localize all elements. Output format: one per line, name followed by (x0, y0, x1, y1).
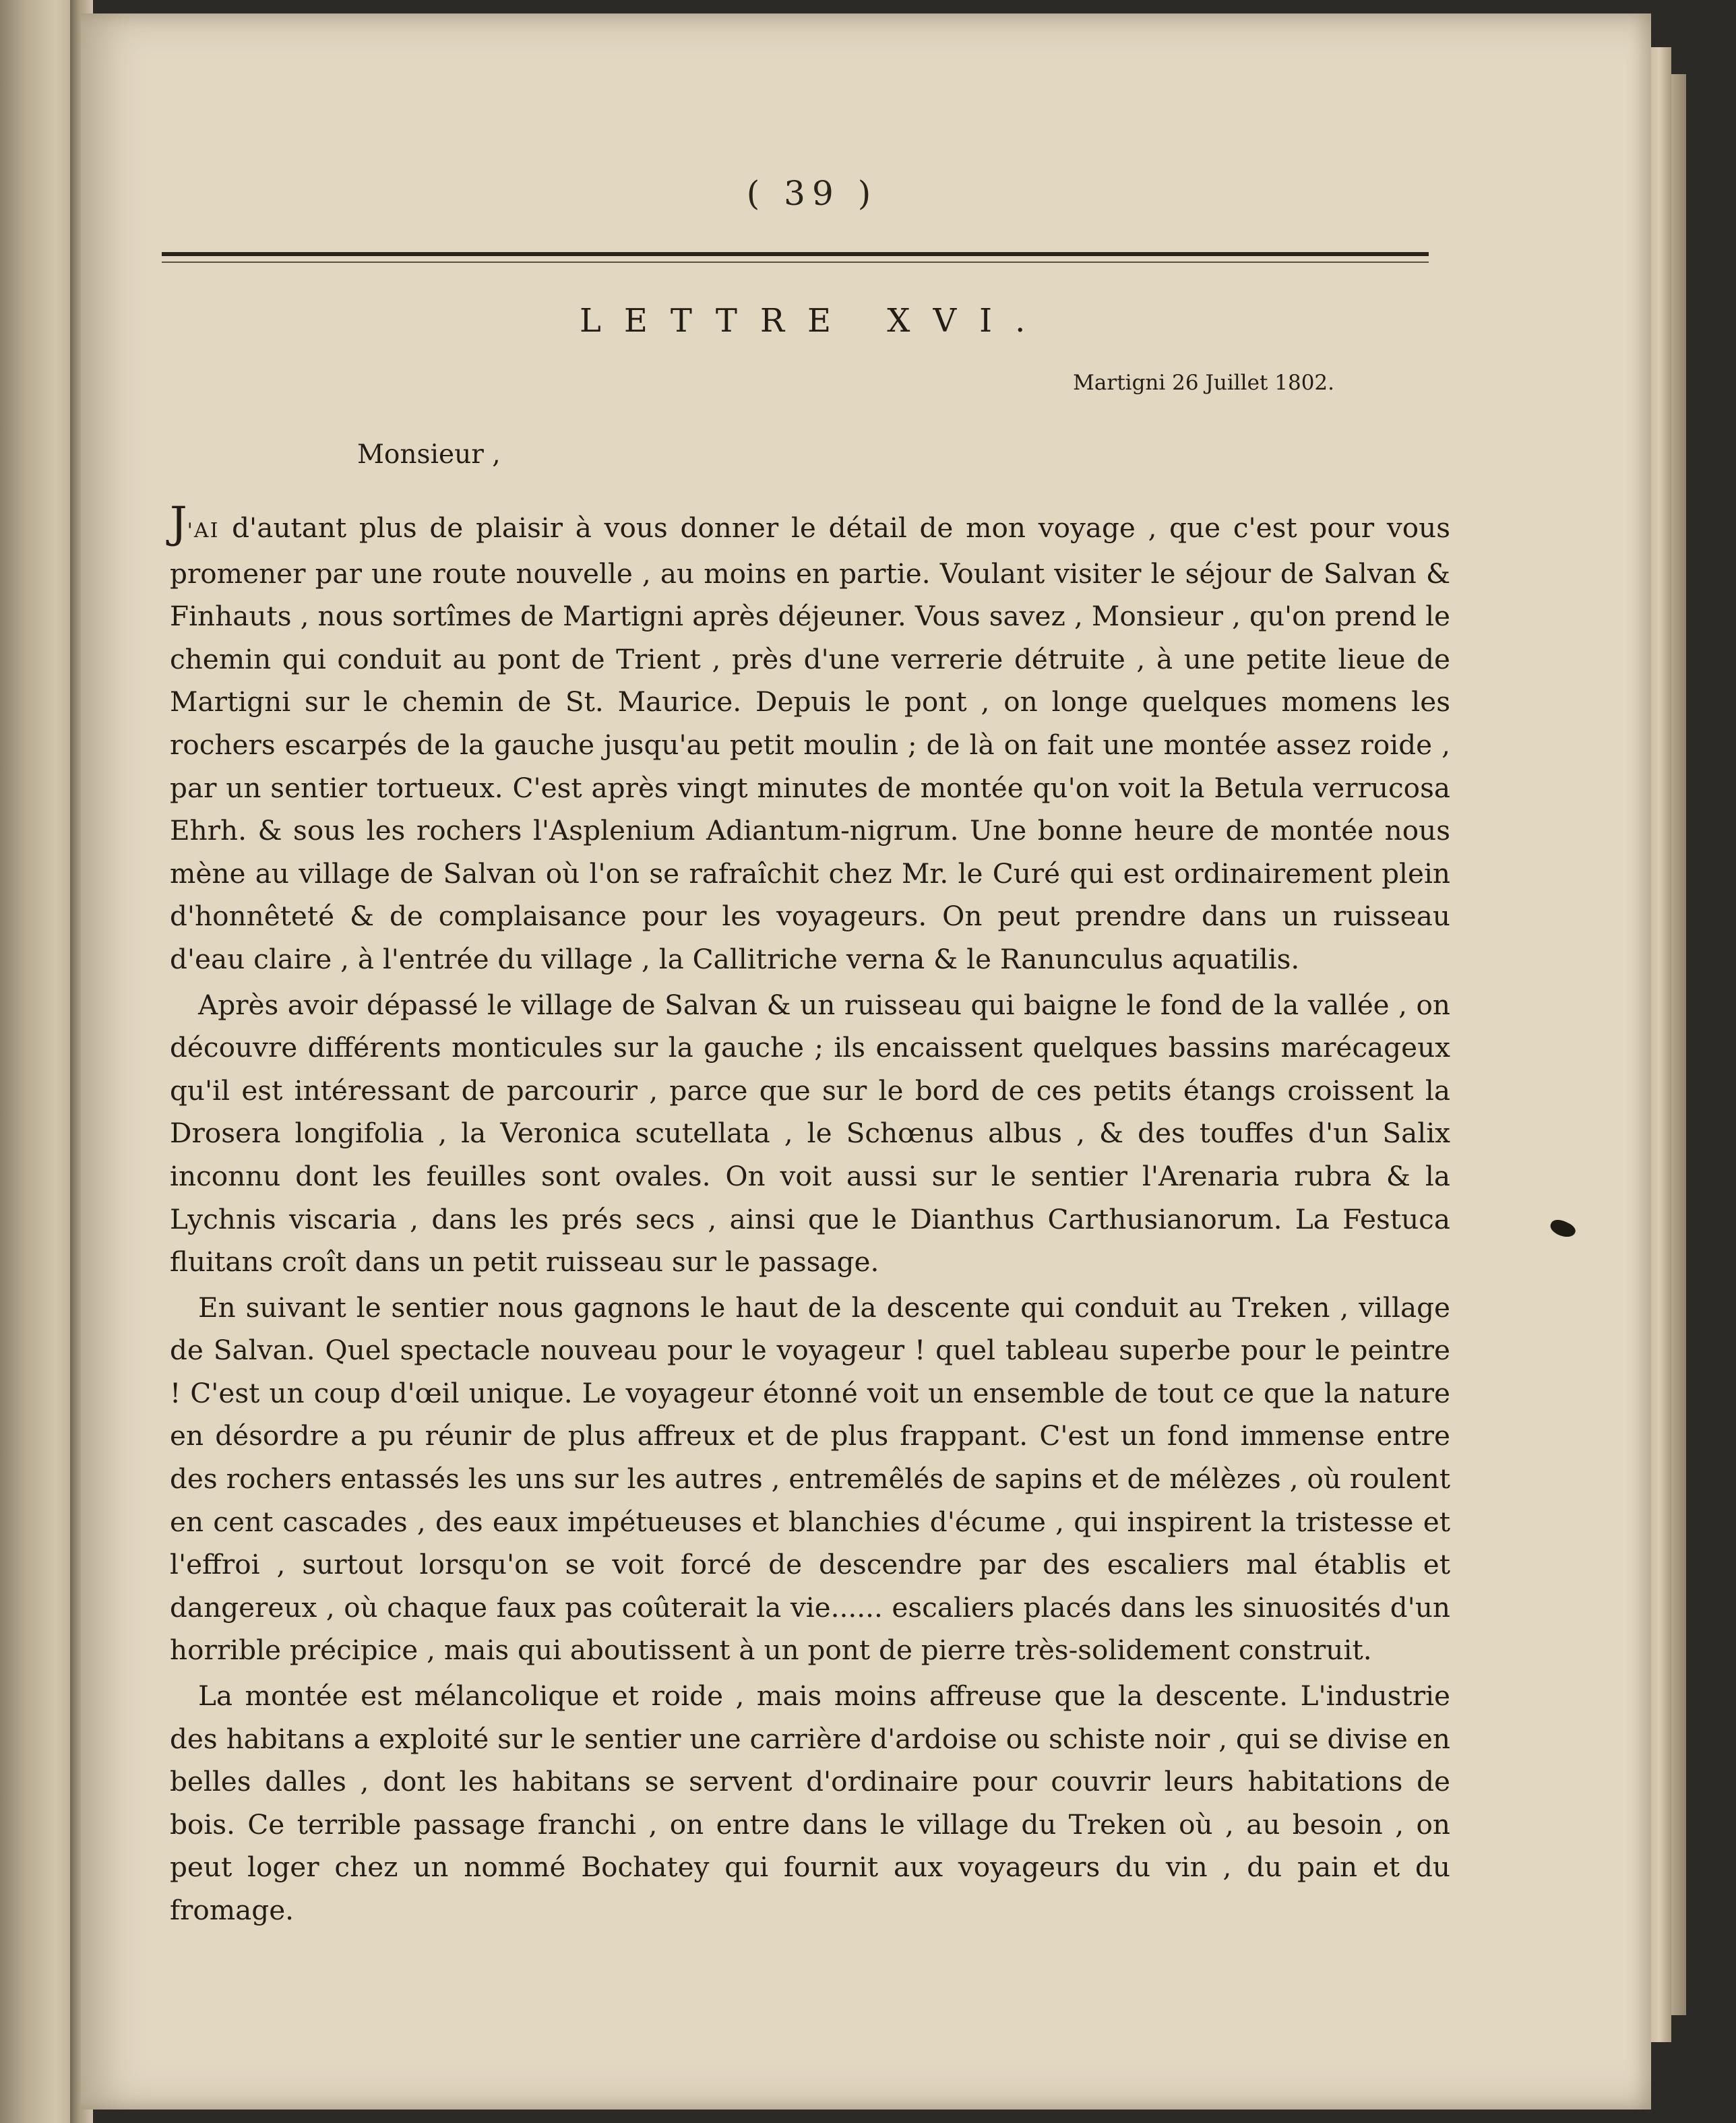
letter-body (170, 498, 1450, 1932)
paragraph-2: Après avoir dépassé le village de Salvan & un ruisseau qui baigne le fond de la vallée , on découvre différents monticules sur la gauche ; ils encaissent quelques bassins marécageux qu'il est intéressant de parcourir , parce que sur le bord de ces petits étangs croissent la Drosera longifolia , la Veronica scutellata , le Schœnus albus , & des touffes d'un Salix inconnu dont les feuilles sont ovales. On voit aussi sur le sentier l'Arenaria rubra & la Lychnis viscaria , dans les prés secs , ainsi que le Dianthus Carthusianorum. La Festuca fluitans croît dans un petit ruisseau sur le passage. (170, 988, 1450, 1279)
paragraph-3: En suivant le sentier nous gagnons le haut de la descente qui conduit au Treken , village de Salvan. Quel spectacle nouveau pour le voyageur ! quel tableau superbe pour le peintre ! C'est un coup d'œil unique. Le voyageur étonné voit un ensemble de tout ce que la nature en désordre a pu réunir de plus affreux et de plus frappant. C'est un fond immense entre des rochers entassés les uns sur les autres , entremêlés de sapins et de mélèzes , où roulent en cent cascades , des eaux impétueuses et blanchies d'écume , qui inspirent la tristesse et l'effroi , surtout lorsqu'on se voit forcé de descendre par des escaliers mal établis et dangereux , où chaque faux pas coûterait la vie...... escaliers placés dans les sinuosités d'un horrible précipice , mais qui aboutissent à un pont de pierre très-solidement construit. (170, 1291, 1450, 1667)
drop-cap: J (170, 498, 187, 548)
salutation: Monsieur , (357, 439, 501, 470)
facing-page-edge (0, 0, 74, 2123)
page-number: ( 39 ) (746, 174, 878, 213)
dateline: Martigni 26 Juillet 1802. (1073, 371, 1334, 395)
small-caps-opening: 'AI (187, 519, 220, 543)
page-stack-edge (1671, 74, 1686, 2015)
header-rule-thin (162, 261, 1429, 263)
header-rule (162, 252, 1429, 256)
letter-heading: LETTRE XVI. (580, 302, 1049, 340)
paragraph-1-text: d'autant plus de plaisir à vous donner le détail de mon voyage , que c'est pour vous promener par une route nouvelle , au moins en partie. Voulant visiter le séjour de Salvan & Finhauts , nous sortîmes de Martigni après déjeuner. Vous savez , Monsieur , qu'on prend le chemin qui conduit au pont de Trient , près d'une verrerie détruite , à une petite lieue de Martigni sur le chemin de St. Maurice. Depuis le pont , on longe quelques momens les rochers escarpés de la gauche jusqu'au petit moulin ; de là on fait une montée assez roide , par un sentier tortueux. C'est après vingt minutes de montée qu'on voit la Betula verrucosa Ehrh. & sous les rochers l'Asplenium Adiantum-nigrum. Une bonne heure de montée nous mène au village de Salvan où l'on se rafraîchit chez Mr. le Curé qui est ordinairement plein d'honnêteté & de complaisance pour les voyageurs. On peut prendre dans un ruisseau d'eau claire , à l'entrée du village , la Callitriche verna & le Ranunculus aquatilis. (170, 512, 1450, 975)
paragraph-1 (170, 498, 1450, 981)
paragraph-4: La montée est mélancolique et roide , mais moins affreuse que la descente. L'industrie des habitans a exploité sur le sentier une carrière d'ardoise ou schiste noir , qui se divise en belles dalles , dont les habitans se servent d'ordinaire pour couvrir leurs habitations de bois. Ce terrible passage franchi , on entre dans le village du Treken où , au besoin , on peut loger chez un nommé Bochatey qui fournit aux voyageurs du vin , du pain et du fromage. (170, 1680, 1450, 1926)
page-fore-edge (1651, 47, 1671, 2042)
